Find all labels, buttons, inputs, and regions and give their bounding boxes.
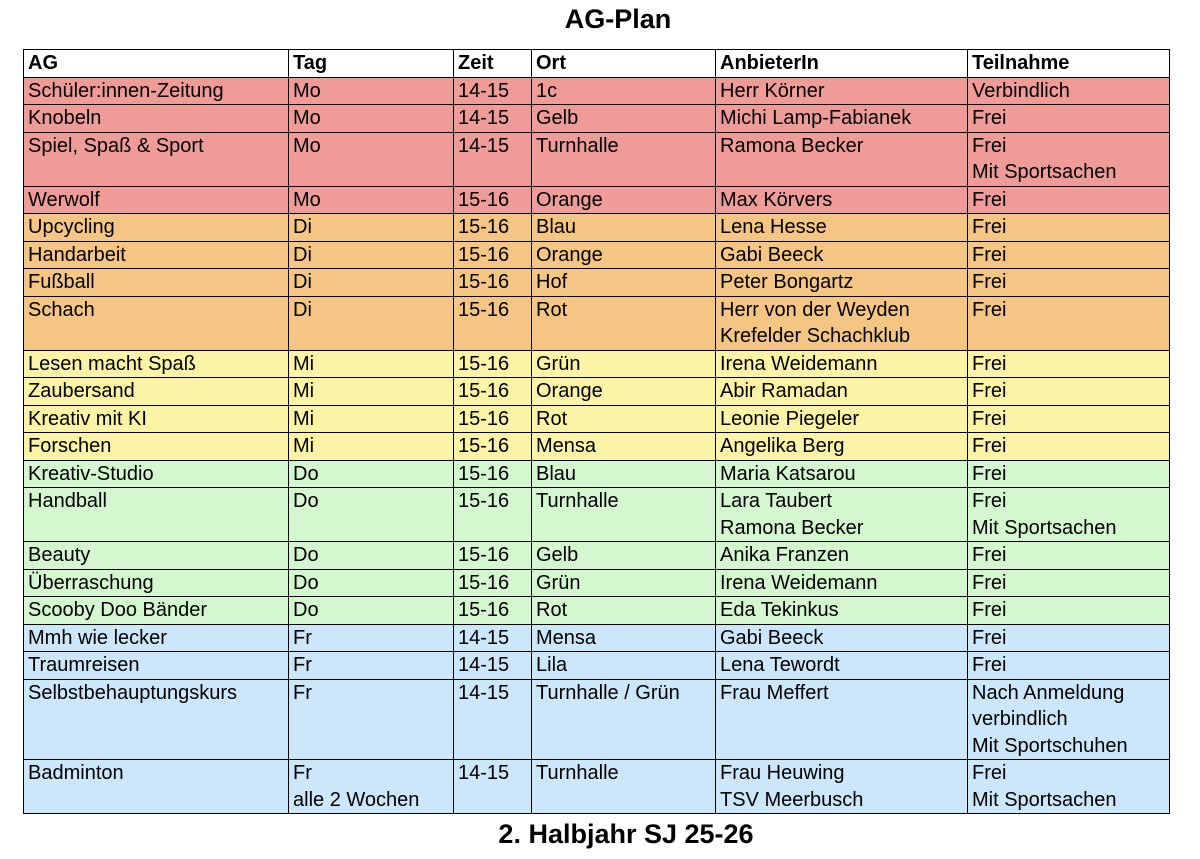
cell-teilnahme: Frei bbox=[968, 186, 1170, 214]
cell-tag: Do bbox=[289, 569, 454, 597]
cell-teilnahme: Frei bbox=[968, 624, 1170, 652]
cell-teilnahme: Verbindlich bbox=[968, 77, 1170, 105]
cell-ort: Grün bbox=[532, 350, 716, 378]
cell-ag: Überraschung bbox=[24, 569, 289, 597]
cell-anbieter: Anika Franzen bbox=[716, 542, 968, 570]
column-header-ort: Ort bbox=[532, 50, 716, 78]
cell-ag: Spiel, Spaß & Sport bbox=[24, 132, 289, 186]
cell-zeit: 15-16 bbox=[454, 569, 532, 597]
cell-teilnahme: Frei bbox=[968, 350, 1170, 378]
cell-teilnahme: Frei Mit Sportsachen bbox=[968, 760, 1170, 814]
cell-ort: Turnhalle / Grün bbox=[532, 679, 716, 760]
cell-teilnahme: Frei bbox=[968, 652, 1170, 680]
cell-tag: Di bbox=[289, 214, 454, 242]
cell-teilnahme: Frei bbox=[968, 378, 1170, 406]
cell-ag: Handball bbox=[24, 488, 289, 542]
cell-zeit: 14-15 bbox=[454, 679, 532, 760]
cell-zeit: 15-16 bbox=[454, 597, 532, 625]
cell-tag: Fr bbox=[289, 652, 454, 680]
cell-tag: Do bbox=[289, 597, 454, 625]
cell-anbieter: Angelika Berg bbox=[716, 433, 968, 461]
cell-tag: Mo bbox=[289, 77, 454, 105]
cell-anbieter: Lena Tewordt bbox=[716, 652, 968, 680]
cell-ort: Gelb bbox=[532, 542, 716, 570]
cell-ag: Handarbeit bbox=[24, 241, 289, 269]
cell-teilnahme: Frei bbox=[968, 542, 1170, 570]
table-row bbox=[24, 77, 1170, 105]
cell-tag: Do bbox=[289, 542, 454, 570]
cell-ag: Knobeln bbox=[24, 105, 289, 133]
cell-ort: Rot bbox=[532, 296, 716, 350]
cell-anbieter: Gabi Beeck bbox=[716, 624, 968, 652]
cell-tag: Mi bbox=[289, 433, 454, 461]
cell-ort: Blau bbox=[532, 460, 716, 488]
cell-tag: Di bbox=[289, 296, 454, 350]
cell-ag: Mmh wie lecker bbox=[24, 624, 289, 652]
cell-teilnahme: Frei Mit Sportsachen bbox=[968, 488, 1170, 542]
table-row bbox=[24, 105, 1170, 133]
table-row bbox=[24, 433, 1170, 461]
cell-zeit: 14-15 bbox=[454, 652, 532, 680]
cell-tag: Mo bbox=[289, 186, 454, 214]
cell-zeit: 15-16 bbox=[454, 488, 532, 542]
cell-anbieter: Irena Weidemann bbox=[716, 569, 968, 597]
cell-anbieter: Abir Ramadan bbox=[716, 378, 968, 406]
cell-tag: Di bbox=[289, 241, 454, 269]
cell-ort: Turnhalle bbox=[532, 760, 716, 814]
cell-zeit: 14-15 bbox=[454, 760, 532, 814]
cell-ag: Schüler:innen-Zeitung bbox=[24, 77, 289, 105]
cell-tag: Mo bbox=[289, 132, 454, 186]
cell-anbieter: Herr von der Weyden Krefelder Schachklub bbox=[716, 296, 968, 350]
cell-ag: Traumreisen bbox=[24, 652, 289, 680]
cell-teilnahme: Nach Anmeldung verbindlich Mit Sportschuhen bbox=[968, 679, 1170, 760]
cell-zeit: 15-16 bbox=[454, 269, 532, 297]
column-header-ag: AG bbox=[24, 50, 289, 78]
cell-anbieter: Frau Meffert bbox=[716, 679, 968, 760]
cell-tag: Do bbox=[289, 460, 454, 488]
cell-anbieter: Max Körvers bbox=[716, 186, 968, 214]
semester-footer: 2. Halbjahr SJ 25-26 bbox=[498, 819, 754, 849]
cell-zeit: 15-16 bbox=[454, 241, 532, 269]
cell-zeit: 15-16 bbox=[454, 214, 532, 242]
cell-ort: Grün bbox=[532, 569, 716, 597]
cell-zeit: 15-16 bbox=[454, 433, 532, 461]
column-header-teilnahme: Teilnahme bbox=[968, 50, 1170, 78]
cell-ort: Orange bbox=[532, 378, 716, 406]
cell-anbieter: Eda Tekinkus bbox=[716, 597, 968, 625]
cell-teilnahme: Frei bbox=[968, 597, 1170, 625]
cell-zeit: 14-15 bbox=[454, 105, 532, 133]
cell-teilnahme: Frei bbox=[968, 460, 1170, 488]
table-row bbox=[24, 405, 1170, 433]
cell-teilnahme: Frei bbox=[968, 241, 1170, 269]
cell-zeit: 14-15 bbox=[454, 624, 532, 652]
cell-teilnahme: Frei bbox=[968, 405, 1170, 433]
cell-teilnahme: Frei bbox=[968, 105, 1170, 133]
cell-zeit: 15-16 bbox=[454, 350, 532, 378]
cell-anbieter: Irena Weidemann bbox=[716, 350, 968, 378]
table-row bbox=[24, 597, 1170, 625]
table-row bbox=[24, 569, 1170, 597]
cell-ort: 1c bbox=[532, 77, 716, 105]
cell-zeit: 15-16 bbox=[454, 460, 532, 488]
cell-ag: Forschen bbox=[24, 433, 289, 461]
cell-zeit: 15-16 bbox=[454, 186, 532, 214]
cell-ort: Turnhalle bbox=[532, 488, 716, 542]
cell-ort: Turnhalle bbox=[532, 132, 716, 186]
cell-ort: Rot bbox=[532, 597, 716, 625]
cell-ag: Zaubersand bbox=[24, 378, 289, 406]
cell-teilnahme: Frei bbox=[968, 269, 1170, 297]
cell-anbieter: Peter Bongartz bbox=[716, 269, 968, 297]
cell-ag: Upcycling bbox=[24, 214, 289, 242]
cell-ort: Hof bbox=[532, 269, 716, 297]
cell-ag: Fußball bbox=[24, 269, 289, 297]
cell-anbieter: Gabi Beeck bbox=[716, 241, 968, 269]
cell-ort: Rot bbox=[532, 405, 716, 433]
table-row bbox=[24, 132, 1170, 186]
table-row bbox=[24, 296, 1170, 350]
cell-ag: Kreativ mit KI bbox=[24, 405, 289, 433]
column-header-tag: Tag bbox=[289, 50, 454, 78]
cell-tag: Mi bbox=[289, 405, 454, 433]
table-row bbox=[24, 542, 1170, 570]
cell-ag: Scooby Doo Bänder bbox=[24, 597, 289, 625]
cell-zeit: 15-16 bbox=[454, 542, 532, 570]
cell-teilnahme: Frei bbox=[968, 214, 1170, 242]
cell-anbieter: Lena Hesse bbox=[716, 214, 968, 242]
cell-tag: Fr bbox=[289, 624, 454, 652]
cell-anbieter: Ramona Becker bbox=[716, 132, 968, 186]
cell-ort: Lila bbox=[532, 652, 716, 680]
cell-zeit: 15-16 bbox=[454, 405, 532, 433]
cell-ort: Gelb bbox=[532, 105, 716, 133]
cell-ag: Badminton bbox=[24, 760, 289, 814]
cell-ag: Werwolf bbox=[24, 186, 289, 214]
cell-anbieter: Herr Körner bbox=[716, 77, 968, 105]
cell-ag: Selbstbehauptungskurs bbox=[24, 679, 289, 760]
ag-plan-table bbox=[23, 49, 1170, 814]
table-row bbox=[24, 378, 1170, 406]
cell-anbieter: Frau Heuwing TSV Meerbusch bbox=[716, 760, 968, 814]
table-row bbox=[24, 214, 1170, 242]
table-row bbox=[24, 350, 1170, 378]
cell-ag: Lesen macht Spaß bbox=[24, 350, 289, 378]
cell-ag: Schach bbox=[24, 296, 289, 350]
cell-ort: Orange bbox=[532, 241, 716, 269]
cell-zeit: 14-15 bbox=[454, 132, 532, 186]
table-row bbox=[24, 624, 1170, 652]
cell-teilnahme: Frei Mit Sportsachen bbox=[968, 132, 1170, 186]
page-title: AG-Plan bbox=[564, 4, 672, 34]
table-row bbox=[24, 679, 1170, 760]
table-row bbox=[24, 460, 1170, 488]
table-row bbox=[24, 186, 1170, 214]
cell-zeit: 15-16 bbox=[454, 378, 532, 406]
table-row bbox=[24, 652, 1170, 680]
table-row bbox=[24, 241, 1170, 269]
cell-teilnahme: Frei bbox=[968, 569, 1170, 597]
cell-tag: Di bbox=[289, 269, 454, 297]
cell-teilnahme: Frei bbox=[968, 433, 1170, 461]
cell-tag: Mi bbox=[289, 350, 454, 378]
cell-tag: Do bbox=[289, 488, 454, 542]
cell-tag: Fr bbox=[289, 679, 454, 760]
cell-anbieter: Maria Katsarou bbox=[716, 460, 968, 488]
table-header-row bbox=[24, 50, 1170, 78]
cell-ag: Kreativ-Studio bbox=[24, 460, 289, 488]
cell-anbieter: Lara Taubert Ramona Becker bbox=[716, 488, 968, 542]
column-header-zeit: Zeit bbox=[454, 50, 532, 78]
cell-tag: Fr alle 2 Wochen bbox=[289, 760, 454, 814]
cell-ag: Beauty bbox=[24, 542, 289, 570]
cell-anbieter: Leonie Piegeler bbox=[716, 405, 968, 433]
cell-tag: Mo bbox=[289, 105, 454, 133]
cell-zeit: 14-15 bbox=[454, 77, 532, 105]
cell-ort: Mensa bbox=[532, 624, 716, 652]
cell-zeit: 15-16 bbox=[454, 296, 532, 350]
table-row bbox=[24, 488, 1170, 542]
column-header-anbieter: AnbieterIn bbox=[716, 50, 968, 78]
table-row bbox=[24, 760, 1170, 814]
cell-teilnahme: Frei bbox=[968, 296, 1170, 350]
cell-anbieter: Michi Lamp-Fabianek bbox=[716, 105, 968, 133]
cell-ort: Mensa bbox=[532, 433, 716, 461]
table-row bbox=[24, 269, 1170, 297]
cell-ort: Orange bbox=[532, 186, 716, 214]
cell-ort: Blau bbox=[532, 214, 716, 242]
cell-tag: Mi bbox=[289, 378, 454, 406]
